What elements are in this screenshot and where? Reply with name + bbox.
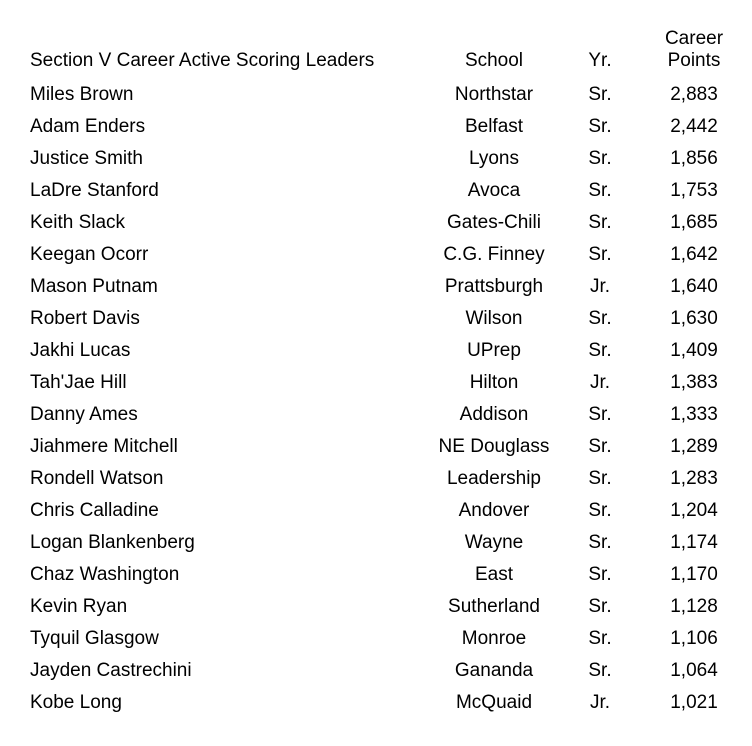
player-school: Andover [458, 500, 530, 521]
table-row [0, 564, 752, 596]
player-school: UPrep [467, 340, 521, 361]
player-name: Justice Smith [30, 148, 143, 169]
player-school: Monroe [461, 628, 527, 649]
player-year: Sr. [588, 308, 612, 329]
player-name: LaDre Stanford [30, 180, 159, 201]
player-year: Sr. [588, 180, 612, 201]
player-career-points: 1,128 [670, 596, 718, 617]
player-career-points: 1,383 [670, 372, 718, 393]
table-row [0, 212, 752, 244]
table-row [0, 308, 752, 340]
year-column-header: Yr. [588, 50, 612, 71]
table-row [0, 532, 752, 564]
player-career-points: 1,630 [670, 308, 718, 329]
player-year: Sr. [588, 468, 612, 489]
player-school: Addison [459, 404, 529, 425]
player-year: Jr. [589, 276, 611, 297]
player-career-points: 1,409 [670, 340, 718, 361]
player-year: Sr. [588, 660, 612, 681]
table-row [0, 340, 752, 372]
player-year: Sr. [588, 404, 612, 425]
player-career-points: 1,174 [670, 532, 718, 553]
player-school: Gates-Chili [447, 212, 541, 233]
player-career-points: 2,442 [670, 116, 718, 137]
player-career-points: 1,753 [670, 180, 718, 201]
player-year: Sr. [588, 212, 612, 233]
player-school: Wilson [465, 308, 523, 329]
player-career-points: 1,685 [670, 212, 718, 233]
player-name: Chaz Washington [30, 564, 180, 585]
table-row [0, 244, 752, 276]
player-school: Northstar [454, 84, 534, 105]
table-row [0, 148, 752, 180]
player-year: Sr. [588, 628, 612, 649]
player-career-points: 1,856 [670, 148, 718, 169]
player-school: East [474, 564, 514, 585]
player-year: Sr. [588, 340, 612, 361]
career-points-header-line2: Points [667, 50, 721, 71]
table-row [0, 84, 752, 116]
player-name: Mason Putnam [30, 276, 158, 297]
player-career-points: 1,106 [670, 628, 718, 649]
player-career-points: 1,333 [670, 404, 718, 425]
player-name: Tyquil Glasgow [30, 628, 159, 649]
player-list [0, 84, 752, 724]
player-career-points: 1,640 [670, 276, 718, 297]
player-year: Sr. [588, 116, 612, 137]
player-school: Belfast [464, 116, 524, 137]
table-row [0, 116, 752, 148]
player-career-points: 1,289 [670, 436, 718, 457]
player-school: NE Douglass [438, 436, 550, 457]
player-name: Adam Enders [30, 116, 146, 137]
player-name: Rondell Watson [30, 468, 164, 489]
player-school: Leadership [446, 468, 542, 489]
player-career-points: 1,170 [670, 564, 718, 585]
player-school: Avoca [467, 180, 521, 201]
table-row [0, 468, 752, 500]
player-school: Hilton [469, 372, 519, 393]
player-year: Sr. [588, 564, 612, 585]
table-row [0, 500, 752, 532]
player-school: Prattsburgh [444, 276, 544, 297]
player-name: Kevin Ryan [30, 596, 128, 617]
player-year: Sr. [588, 596, 612, 617]
player-year: Sr. [588, 532, 612, 553]
player-name: Jiahmere Mitchell [30, 436, 178, 457]
player-career-points: 1,021 [670, 692, 718, 713]
table-row [0, 372, 752, 404]
player-school: McQuaid [455, 692, 533, 713]
player-name: Jayden Castrechini [30, 660, 192, 681]
player-career-points: 2,883 [670, 84, 718, 105]
player-year: Sr. [588, 84, 612, 105]
table-row [0, 180, 752, 212]
player-year: Sr. [588, 436, 612, 457]
table-row [0, 628, 752, 660]
table-row [0, 660, 752, 692]
player-name: Chris Calladine [30, 500, 159, 521]
player-school: Lyons [469, 148, 519, 169]
player-career-points: 1,204 [670, 500, 718, 521]
player-career-points: 1,064 [670, 660, 718, 681]
table-row [0, 404, 752, 436]
player-career-points: 1,283 [670, 468, 718, 489]
player-school: Gananda [454, 660, 534, 681]
player-name: Tah'Jae Hill [30, 372, 127, 393]
player-name: Robert Davis [30, 308, 140, 329]
table-title: Section V Career Active Scoring Leaders [30, 50, 375, 71]
player-name: Keith Slack [30, 212, 126, 233]
table-row [0, 436, 752, 468]
player-school: C.G. Finney [443, 244, 545, 265]
table-row [0, 692, 752, 724]
player-name: Logan Blankenberg [30, 532, 195, 553]
player-year: Sr. [588, 148, 612, 169]
player-school: Wayne [464, 532, 524, 553]
table-row [0, 596, 752, 628]
table-row [0, 276, 752, 308]
player-name: Danny Ames [30, 404, 138, 425]
player-name: Jakhi Lucas [30, 340, 131, 361]
player-name: Keegan Ocorr [30, 244, 149, 265]
player-school: Sutherland [448, 596, 540, 617]
school-column-header: School [464, 50, 524, 71]
career-points-header-line1: Career [664, 28, 724, 49]
player-year: Jr. [589, 692, 611, 713]
player-name: Miles Brown [30, 84, 134, 105]
player-year: Jr. [589, 372, 611, 393]
player-career-points: 1,642 [670, 244, 718, 265]
player-name: Kobe Long [30, 692, 122, 713]
table-header [0, 28, 752, 76]
player-year: Sr. [588, 500, 612, 521]
player-year: Sr. [588, 244, 612, 265]
career-points-column-header [650, 28, 738, 72]
